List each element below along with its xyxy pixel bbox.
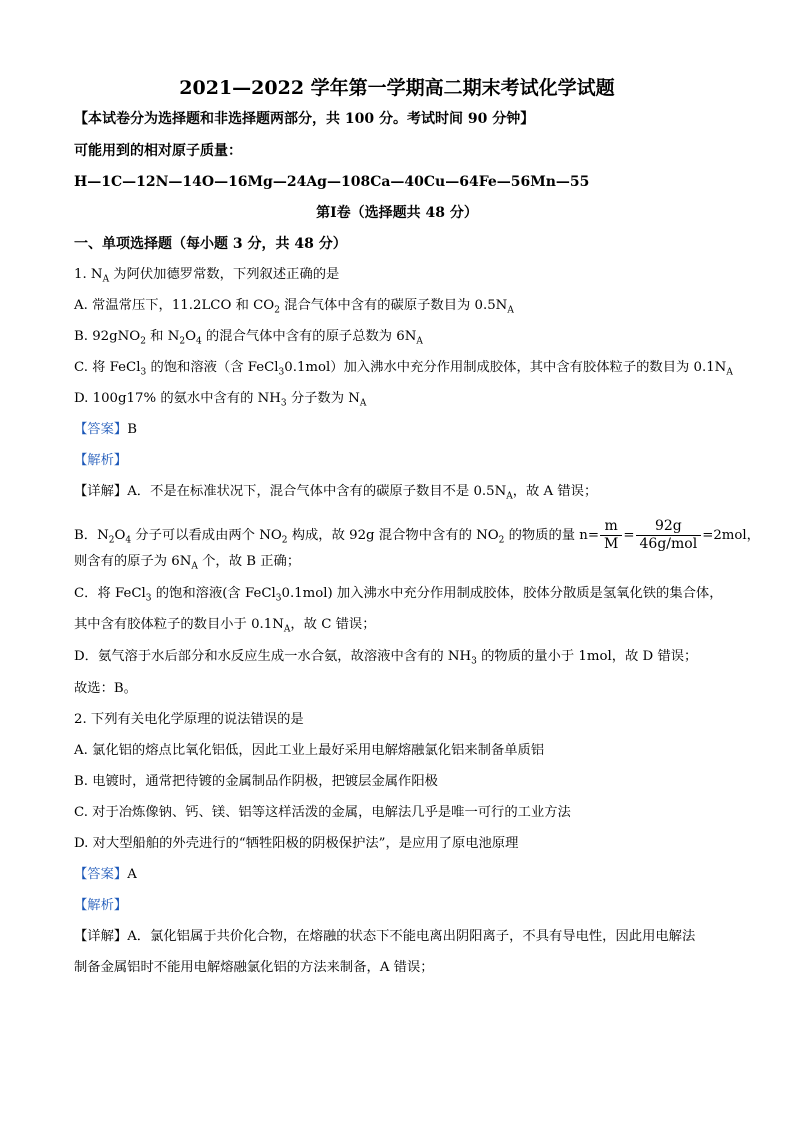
- q1-conclusion: 故选：B。: [74, 681, 137, 696]
- q1-analysis-label: 【解析】: [74, 453, 128, 468]
- atomic-mass-list: H—1C—12N—14O—16Mg—24Ag—108Ca—40Cu—64Fe—56Mn—55: [74, 174, 590, 190]
- q2-option-c: C. 对于冶炼像钠、钙、镁、铝等这样活泼的金属，电解法几乎是唯一可行的工业方法: [74, 805, 571, 820]
- q1-detail-line-4: C．将 FeCl$_3$ 的饱和溶液(含 FeCl$_3$0.1mol) 加入沸水中充分作用制成胶体，胶体分散质是氢氧化铁的集合体，: [74, 586, 723, 604]
- q1-detail-line-2: B．$N_2O_4$ 分子可以看成由两个 $NO_2$ 构成，故 92g 混合物中含有的 $NO_2$ 的物质的量 n= $\frac{m}{M}$ = $\frac{92g}{\text{46g/mol}}$ =2mol，: [74, 518, 760, 552]
- q1-detail-line-1: 【详解】A．不是在标准状况下，混合气体中含有的碳原子数目不是 $0.5N_A$，故 A 错误；: [74, 484, 598, 502]
- exam-title: 2021—2022 学年第一学期高二期末考试化学试题: [179, 77, 615, 99]
- q2-stem: 2. 下列有关电化学原理的说法错误的是: [74, 712, 304, 727]
- formula-fraction-m-over-M: $\frac{m}{M}$: [600, 518, 622, 553]
- q2-option-b: B. 电镀时，通常把待镀的金属制品作阴极，把镀层金属作阳极: [74, 774, 438, 789]
- q1-option-c: C. 将 FeCl$_3$ 的饱和溶液（含 FeCl$_3$0.1mol）加入沸水中充分作用制成胶体，其中含有胶体粒子的数目为 $0.1N_A$: [74, 360, 733, 378]
- q2-detail-line-1: 【详解】A．氯化铝属于共价化合物，在熔融的状态下不能电离出阴阳离子，不具有导电性，因此用电解法: [74, 929, 696, 944]
- atomic-mass-heading: 可能用到的相对原子质量：: [74, 143, 242, 159]
- q1-option-a: A. 常温常压下，11.2LCO 和 $CO_2$ 混合气体中含有的碳原子数目为 $0.5N_A$: [74, 298, 514, 316]
- q2-option-a: A. 氯化铝的熔点比氧化铝低，因此工业上最好采用电解熔融氯化铝来制备单质铝: [74, 743, 545, 758]
- q2-detail-line-2: 制备金属铝时不能用电解熔融氯化铝的方法来制备，A 错误；: [74, 960, 434, 975]
- q2-analysis-label: 【解析】: [74, 898, 128, 913]
- exam-intro: 【本试卷分为选择题和非选择题两部分，共 100 分。考试时间 90 分钟】: [74, 111, 535, 127]
- section-title: 第Ⅰ卷（选择题共 48 分）: [316, 205, 478, 221]
- answer-label: 【答案】: [74, 867, 128, 882]
- answer-label: 【答案】: [74, 422, 128, 437]
- q1-detail-line-5: 其中含有胶体粒子的数目小于 $0.1N_A$，故 C 错误；: [74, 617, 376, 635]
- q1-detail-line-3: 则含有的原子为 $6N_A$ 个，故 B 正确；: [74, 554, 301, 572]
- q1-stem: 1. $N_A$ 为阿伏加德罗常数，下列叙述正确的是: [74, 267, 340, 285]
- q1-option-b: B. 92gNO$_2$ 和 $N_2O_4$ 的混合气体中含有的原子总数为 $6N_A$: [74, 329, 423, 347]
- detail-label: 【详解】: [74, 929, 128, 944]
- part1-heading: 一、单项选择题（每小题 3 分，共 48 分）: [74, 236, 347, 252]
- q1-option-d: D. 100g17% 的氨水中含有的 $NH_3$ 分子数为 $N_A$: [74, 391, 367, 409]
- q1-answer: 【答案】B: [74, 422, 137, 437]
- q2-answer: 【答案】A: [74, 867, 137, 882]
- q2-option-d: D. 对大型船舶的外壳进行的“牺牲阳极的阴极保护法”，是应用了原电池原理: [74, 836, 519, 851]
- formula-fraction-92g-over-46: $\frac{92g}{\text{46g/mol}}$: [636, 518, 702, 553]
- detail-label: 【详解】: [74, 484, 128, 499]
- q1-detail-line-6: D．氨气溶于水后部分和水反应生成一水合氨，故溶液中含有的 $NH_3$ 的物质的量小于 1mol，故 D 错误；: [74, 649, 698, 667]
